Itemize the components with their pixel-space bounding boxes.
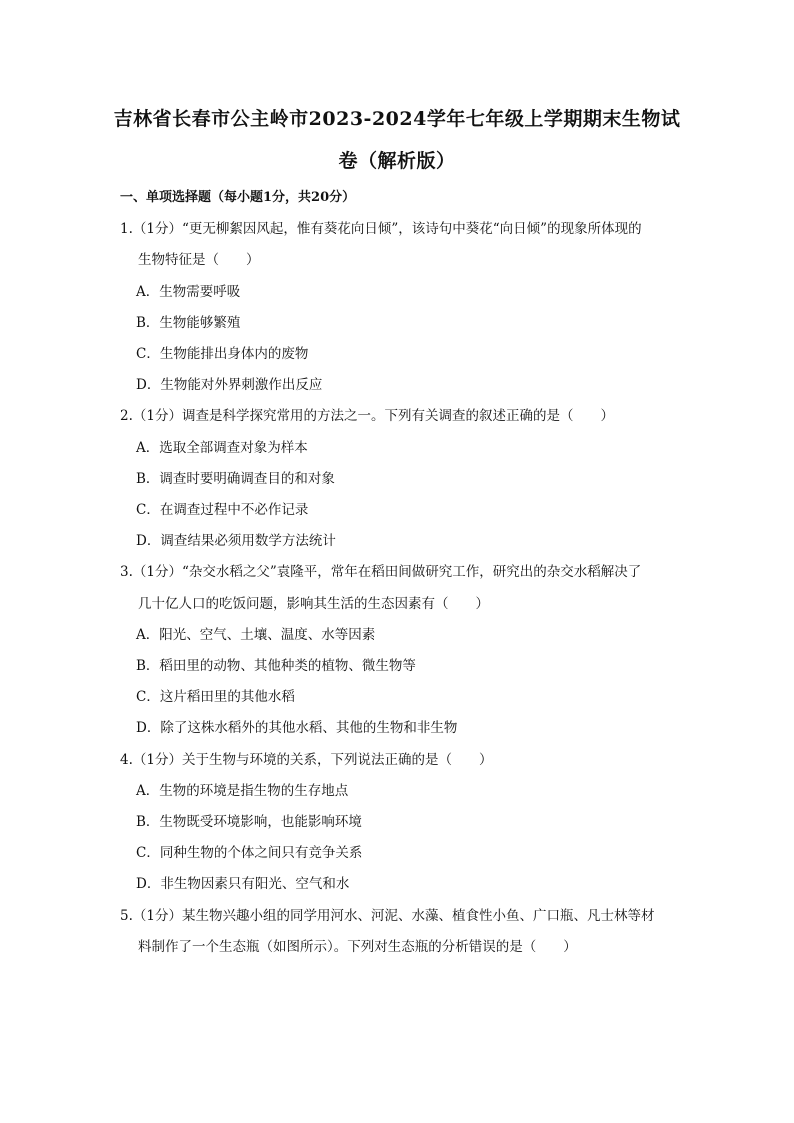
question-1-option-c: C．生物能排出身体内的废物 (136, 346, 309, 362)
question-1-text-cont: 生物特征是（ ） (138, 252, 260, 268)
question-2-option-d: D．调查结果必须用数学方法统计 (136, 533, 336, 549)
question-3-text: 3.（1分）“杂交水稻之父”袁隆平，常年在稻田间做研究工作，研究出的杂交水稻解决了 (120, 564, 642, 580)
question-4-option-a: A．生物的环境是指生物的生存地点 (136, 783, 349, 799)
question-2-option-c: C．在调查过程中不必作记录 (136, 502, 309, 518)
question-1-text: 1.（1分）“更无柳絮因风起，惟有葵花向日倾”，该诗句中葵花“向日倾”的现象所体现的 (120, 221, 642, 237)
question-5-text-cont: 料制作了一个生态瓶（如图所示）。下列对生态瓶的分析错误的是（ ） (138, 939, 577, 955)
question-3-option-d: D．除了这株水稻外的其他水稻、其他的生物和非生物 (136, 720, 458, 736)
question-3-option-b: B．稻田里的动物、其他种类的植物、微生物等 (136, 658, 416, 674)
question-2-text: 2.（1分）调查是科学探究常用的方法之一。下列有关调查的叙述正确的是（ ） (120, 408, 614, 424)
question-2-option-b: B．调查时要明确调查目的和对象 (136, 471, 335, 487)
question-2-option-a: A．选取全部调查对象为样本 (136, 440, 308, 456)
question-1-option-b: B．生物能够繁殖 (136, 315, 241, 331)
question-5-text: 5.（1分）某生物兴趣小组的同学用河水、河泥、水藻、植食性小鱼、广口瓶、凡士林等材 (120, 908, 655, 924)
question-3-text-cont: 几十亿人口的吃饭问题，影响其生活的生态因素有（ ） (138, 596, 489, 612)
section-heading: 一、单项选择题（每小题1分，共20分） (120, 190, 356, 205)
question-3-option-a: A．阳光、空气、土壤、温度、水等因素 (136, 627, 376, 643)
exam-title-line2: 卷（解析版） (338, 150, 456, 172)
question-4-option-b: B．生物既受环境影响，也能影响环境 (136, 814, 362, 830)
question-3-option-c: C．这片稻田里的其他水稻 (136, 689, 295, 705)
question-4-text: 4.（1分）关于生物与环境的关系，下列说法正确的是（ ） (120, 752, 493, 768)
question-4-option-c: C．同种生物的个体之间只有竞争关系 (136, 845, 363, 861)
question-1-option-d: D．生物能对外界刺激作出反应 (136, 377, 323, 393)
question-4-option-d: D．非生物因素只有阳光、空气和水 (136, 876, 350, 892)
question-1-option-a: A．生物需要呼吸 (136, 284, 241, 300)
exam-title-line1: 吉林省长春市公主岭市2023-2024学年七年级上学期期末生物试 (113, 108, 681, 130)
